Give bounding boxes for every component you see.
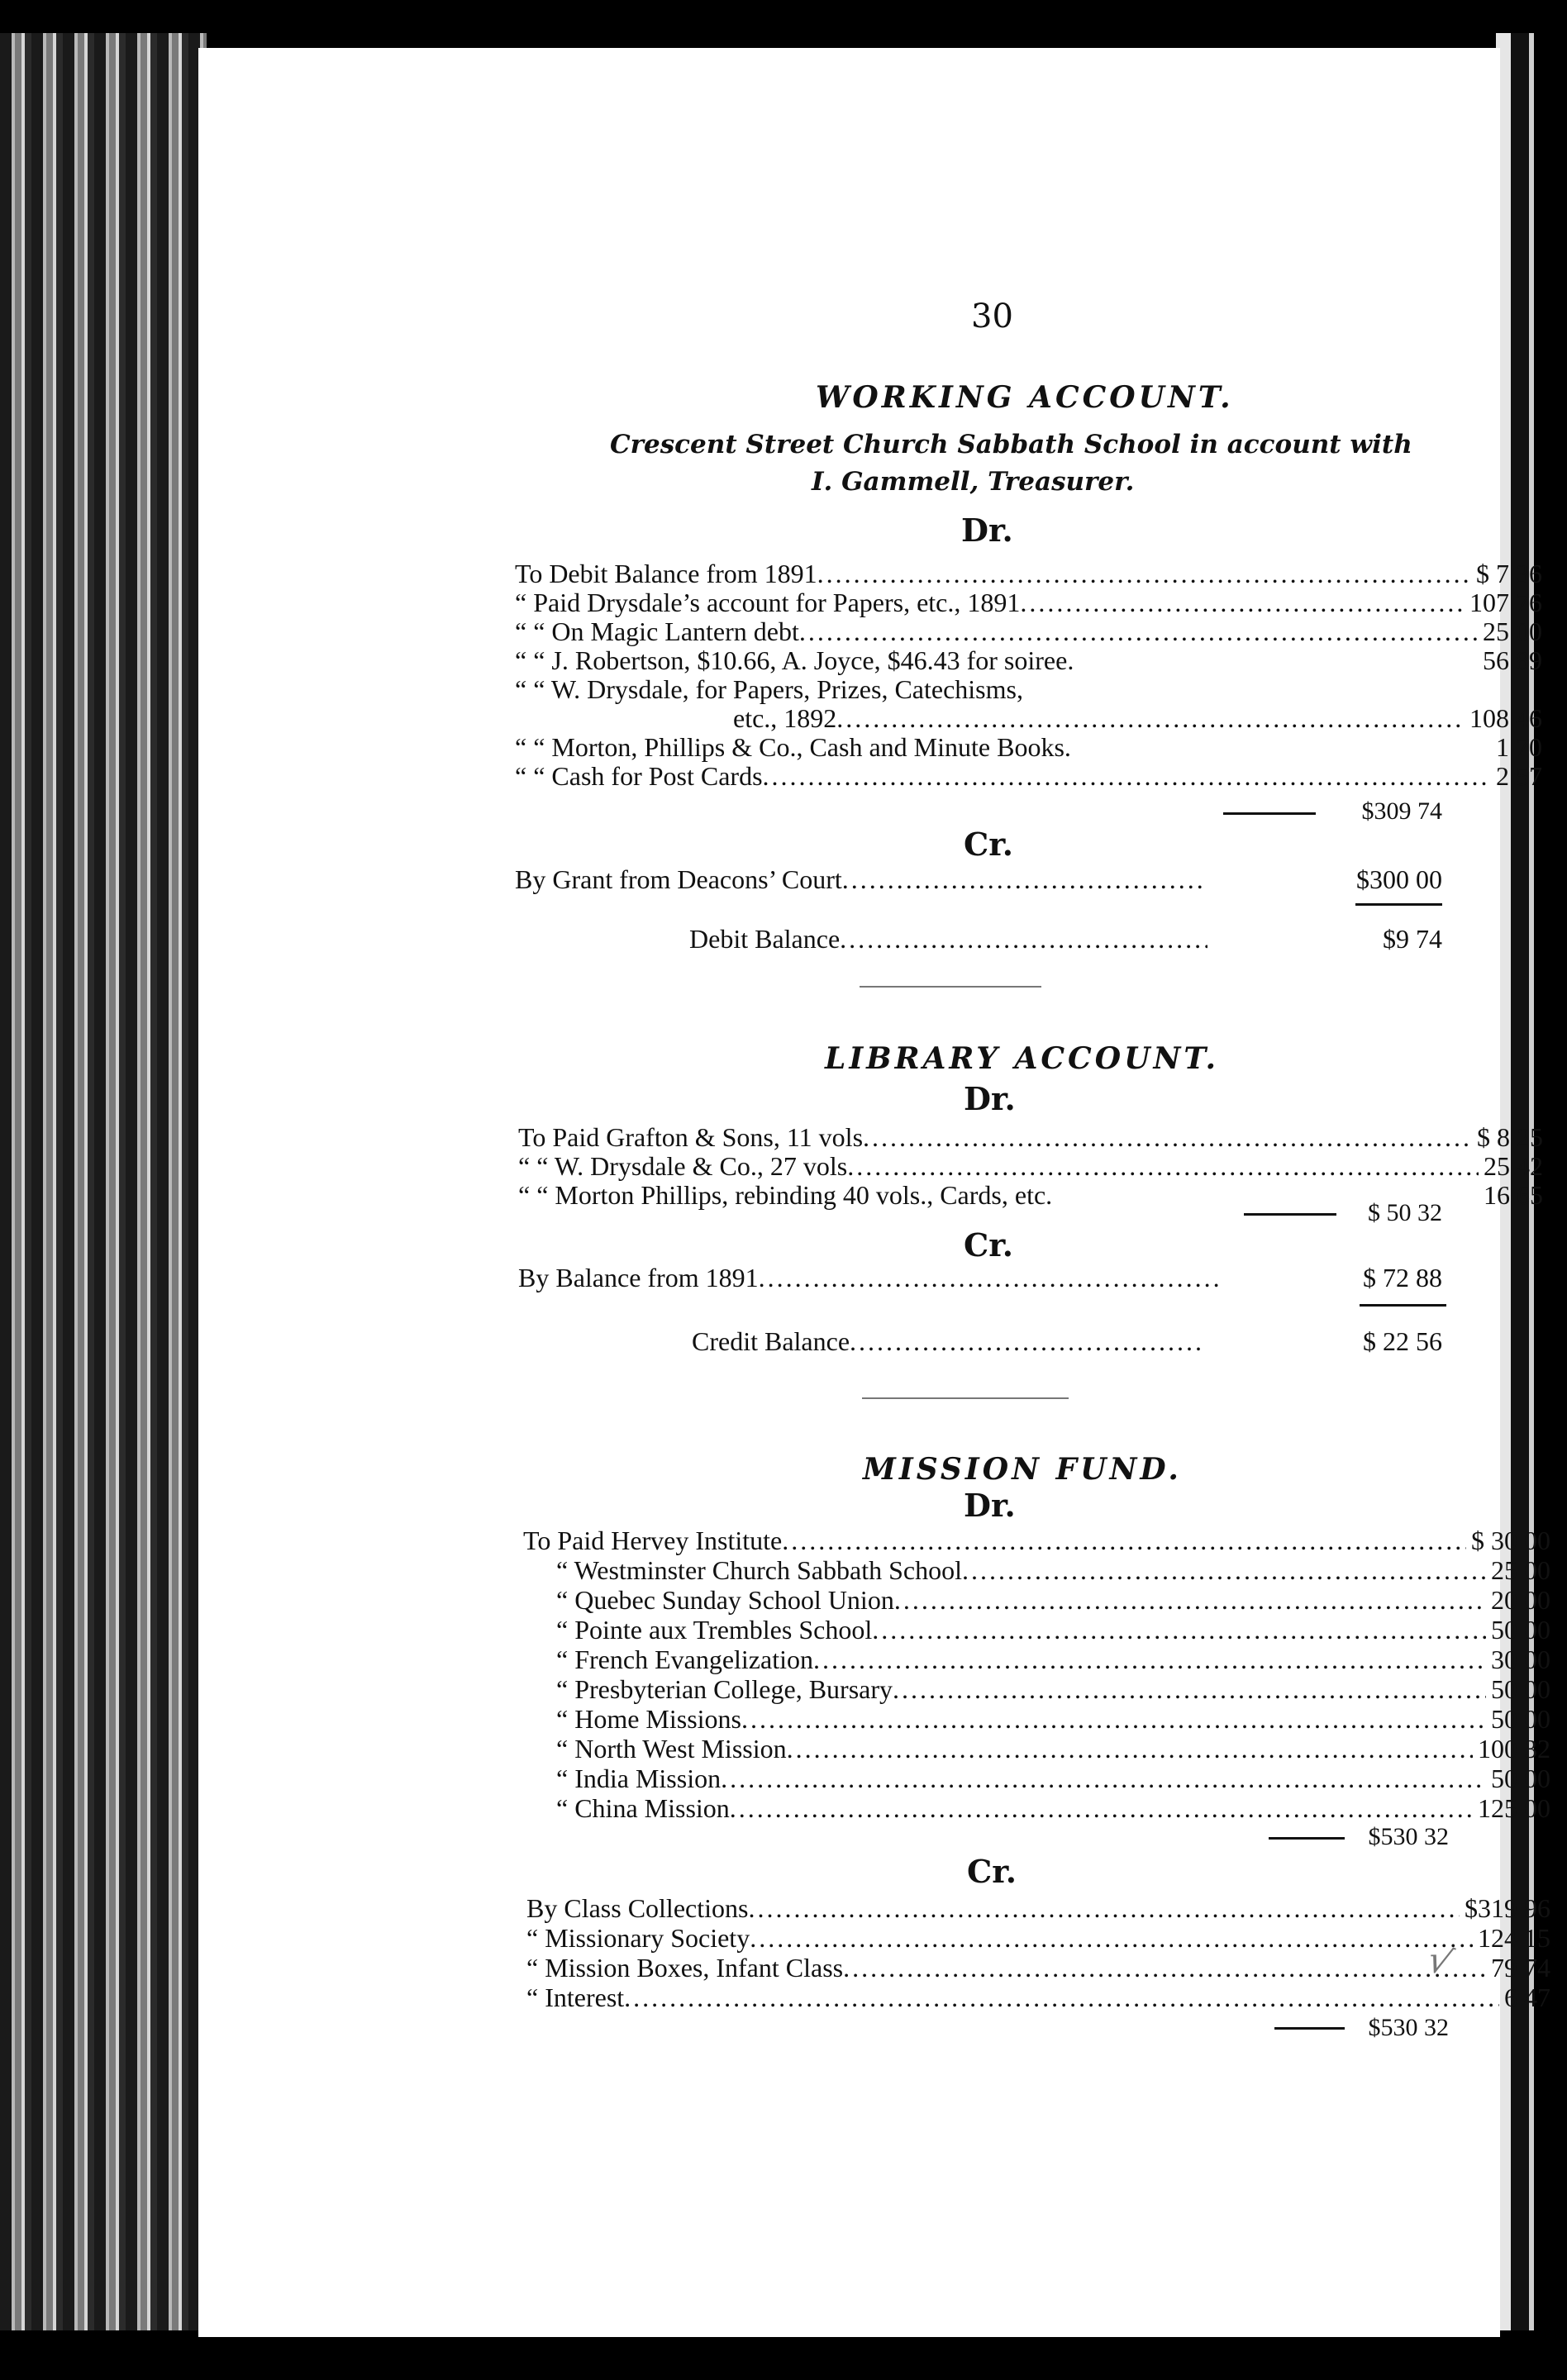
working-debit-row: “ “ Morton, Phillips & Co., Cash and Minute Books. 1 70 xyxy=(515,732,1542,762)
library-credit-row: By Balance from 1891 ..... $ 72 88 xyxy=(518,1263,1442,1292)
scan-top-border xyxy=(0,0,1567,41)
working-debit-row: “ “ J. Robertson, $10.66, A. Joyce, $46.43 for soiree. 56 89 xyxy=(515,645,1542,675)
page-number: 30 xyxy=(971,298,1013,336)
mission-dr-heading: Dr. xyxy=(964,1487,1016,1524)
mission-debit-row: “ India Mission ..... 50 00 xyxy=(556,1764,1550,1793)
library-balance-rule xyxy=(1360,1304,1446,1307)
mission-credit-row: By Class Collections ..... $319 96 xyxy=(526,1893,1550,1923)
working-subtotal-rule xyxy=(1223,812,1316,815)
mission-fund-title: MISSION FUND. xyxy=(863,1452,1182,1487)
mission-debit-row: “ French Evangelization ..... 30 00 xyxy=(556,1645,1550,1674)
working-balance-row: Debit Balance ..... $9 74 xyxy=(689,924,1442,954)
mission-debit-row: “ Presbyterian College, Bursary ..... 50 00 xyxy=(556,1674,1550,1704)
mission-cr-heading: Cr. xyxy=(967,1853,1017,1890)
library-debit-row: “ “ Morton Phillips, rebinding 40 vols., Cards, etc. 16 65 xyxy=(518,1180,1543,1210)
library-account-title: LIBRARY ACCOUNT. xyxy=(825,1041,1220,1076)
working-debit-row: To Debit Balance from 1891 ..... $ 7 36 xyxy=(515,559,1542,588)
library-debit-row: “ “ W. Drysdale & Co., 27 vols ..... 25 42 xyxy=(518,1151,1543,1181)
mission-debit-row: “ Quebec Sunday School Union ..... 20 00 xyxy=(556,1585,1550,1615)
library-debit-row: To Paid Grafton & Sons, 11 vols ..... $ 8 25 xyxy=(518,1122,1543,1152)
book-page xyxy=(198,48,1550,2337)
book-page-edges xyxy=(0,33,207,2347)
mission-debit-row: “ China Mission ..... 125 00 xyxy=(556,1793,1550,1823)
mission-credit-row: “ Interest ..... 6 47 xyxy=(526,1983,1550,2012)
working-debit-row: “ “ On Magic Lantern debt ..... 25 00 xyxy=(515,616,1542,646)
check-mark: √ xyxy=(1422,1937,1458,1986)
scan-bottom-border xyxy=(0,2330,1567,2380)
working-cr-heading: Cr. xyxy=(964,826,1014,863)
mission-debit-row: To Paid Hervey Institute ..... $ 30 00 xyxy=(523,1526,1550,1555)
working-account-subtitle-2: I. Gammell, Treasurer. xyxy=(812,467,1135,497)
mission-credit-rule xyxy=(1274,2027,1345,2030)
mission-debit-row: “ Home Missions ..... 50 00 xyxy=(556,1704,1550,1734)
mission-debit-row: “ Pointe aux Trembles School ..... 50 00 xyxy=(556,1615,1550,1645)
library-cr-heading: Cr. xyxy=(964,1226,1014,1264)
library-dr-heading: Dr. xyxy=(964,1080,1016,1117)
mission-credit-row: “ Missionary Society ..... 124 15 xyxy=(526,1923,1550,1953)
section-divider xyxy=(862,1397,1069,1399)
library-subtotal-rule xyxy=(1244,1213,1336,1216)
mission-debit-row: “ Westminster Church Sabbath School ..... 25 00 xyxy=(556,1555,1550,1585)
mission-subtotal-rule xyxy=(1269,1837,1345,1840)
working-account-title: WORKING ACCOUNT. xyxy=(816,380,1234,415)
working-debit-row: “ “ W. Drysdale, for Papers, Prizes, Catechisms, xyxy=(515,674,1023,704)
section-divider xyxy=(860,986,1041,988)
working-debit-total: $309 74 xyxy=(1361,797,1442,825)
working-debit-row: “ Paid Drysdale’s account for Papers, etc., 1891 ..... 107 76 xyxy=(515,588,1542,617)
mission-credit-total: $530 32 xyxy=(1368,2014,1449,2041)
working-credit-row: By Grant from Deacons’ Court ..... $300 00 xyxy=(515,864,1442,894)
working-debit-row: “ “ Cash for Post Cards ..... 2 57 xyxy=(515,761,1542,791)
library-debit-total: $ 50 32 xyxy=(1368,1199,1442,1226)
working-dr-heading: Dr. xyxy=(961,512,1013,549)
mission-debit-row: “ North West Mission ..... 100 32 xyxy=(556,1734,1550,1764)
library-balance-row: Credit Balance ..... $ 22 56 xyxy=(692,1326,1442,1356)
working-balance-rule xyxy=(1355,903,1442,906)
working-debit-row: etc., 1892 ..... 108 46 xyxy=(733,703,1542,733)
mission-credit-row: “ Mission Boxes, Infant Class ..... 79 74 xyxy=(526,1953,1550,1983)
mission-debit-total: $530 32 xyxy=(1368,1823,1449,1850)
working-account-subtitle-1: Crescent Street Church Sabbath School in account with xyxy=(610,430,1412,459)
